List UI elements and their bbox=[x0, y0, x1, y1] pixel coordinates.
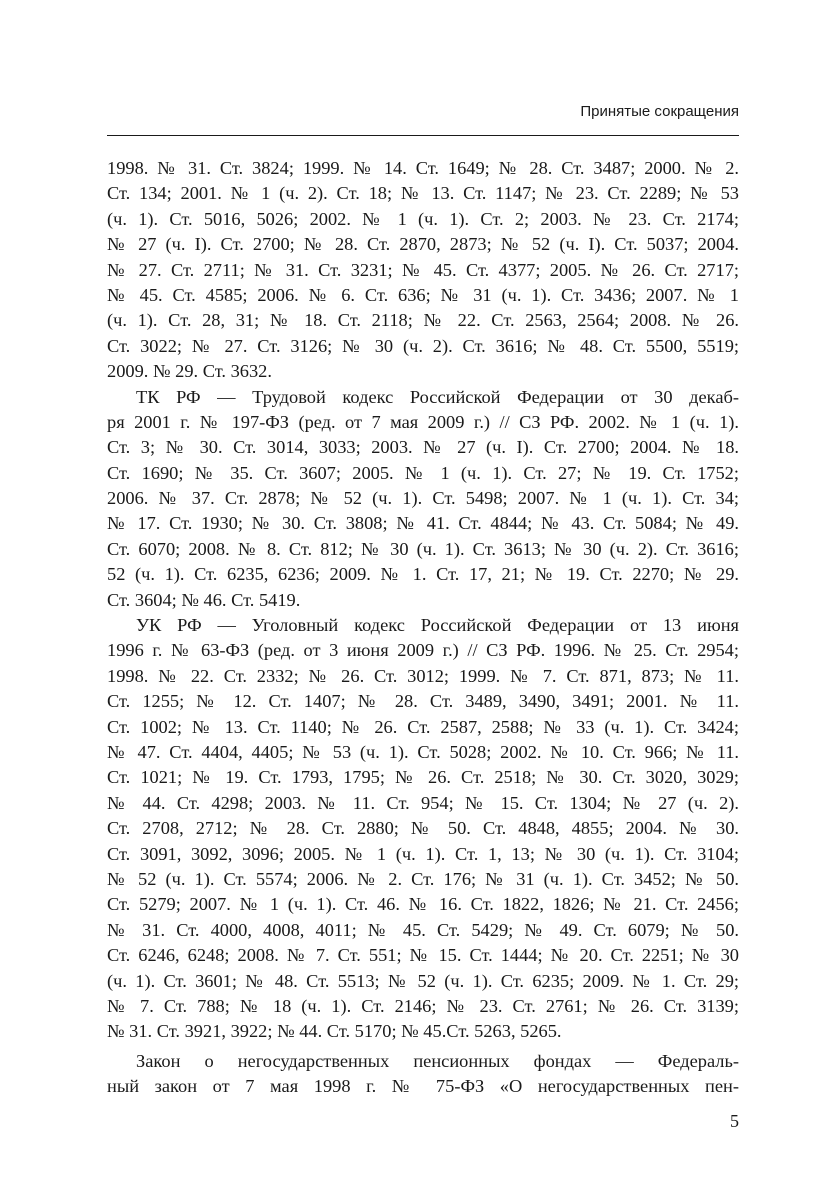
paragraph-tk-rf bbox=[107, 385, 739, 614]
text-line: 1998. № 31. Ст. 3824; 1999. № 14. Ст. 1649; № 28. Ст. 3487; 2000. № 2. bbox=[107, 158, 739, 178]
text-line: Ст. 3; № 30. Ст. 3014, 3033; 2003. № 27 (ч. I). Ст. 2700; 2004. № 18. bbox=[107, 437, 739, 458]
text-line: (ч. 1). Ст. 3601; № 48. Ст. 5513; № 52 (ч. 1). Ст. 6235; 2009. № 1. Ст. 29; bbox=[107, 970, 739, 991]
text-line: ря 2001 г. № 197-ФЗ (ред. от 7 мая 2009 г.) // СЗ РФ. 2002. № 1 (ч. 1). bbox=[107, 411, 739, 432]
header-rule bbox=[107, 135, 739, 136]
text-line: 2009. № 29. Ст. 3632. bbox=[107, 361, 272, 382]
text-line: Ст. 1255; № 12. Ст. 1407; № 28. Ст. 3489, 3490, 3491; 2001. № 11. bbox=[107, 691, 739, 712]
text-line: Ст. 3091, 3092, 3096; 2005. № 1 (ч. 1). Ст. 1, 13; № 30 (ч. 1). Ст. 3104; bbox=[107, 843, 739, 864]
text-line: № 7. Ст. 788; № 18 (ч. 1). Ст. 2146; № 23. Ст. 2761; № 26. Ст. 3139; bbox=[107, 995, 739, 1016]
text-line: Ст. 6246, 6248; 2008. № 7. Ст. 551; № 15. Ст. 1444; № 20. Ст. 2251; № 30 bbox=[107, 945, 739, 966]
text-line: ный закон от 7 мая 1998 г. № 75-ФЗ «О негосударственных пен- bbox=[107, 1076, 739, 1097]
text-line: Ст. 1021; № 19. Ст. 1793, 1795; № 26. Ст. 2518; № 30. Ст. 3020, 3029; bbox=[107, 767, 739, 788]
text-line: 2006. № 37. Ст. 2878; № 52 (ч. 1). Ст. 5498; 2007. № 1 (ч. 1). Ст. 34; bbox=[107, 488, 739, 509]
text-line: Ст. 3022; № 27. Ст. 3126; № 30 (ч. 2). Ст. 3616; № 48. Ст. 5500, 5519; bbox=[107, 335, 739, 356]
text-line: Закон о негосударственных пенсионных фондах — Федераль- bbox=[136, 1050, 739, 1071]
text-line: ТК РФ — Трудовой кодекс Российской Федерации от 30 декаб- bbox=[136, 386, 739, 407]
text-line: 1998. № 22. Ст. 2332; № 26. Ст. 3012; 1999. № 7. Ст. 871, 873; № 11. bbox=[107, 665, 739, 686]
text-line: 52 (ч. 1). Ст. 6235, 6236; 2009. № 1. Ст. 17, 21; № 19. Ст. 2270; № 29. bbox=[107, 564, 739, 585]
text-line: Ст. 3604; № 46. Ст. 5419. bbox=[107, 589, 301, 610]
paragraph-continuation bbox=[107, 156, 739, 385]
text-line: № 27. Ст. 2711; № 31. Ст. 3231; № 45. Ст. 4377; 2005. № 26. Ст. 2717; bbox=[107, 259, 739, 280]
text-line: № 52 (ч. 1). Ст. 5574; 2006. № 2. Ст. 176; № 31 (ч. 1). Ст. 3452; № 50. bbox=[107, 868, 739, 889]
text-line: № 47. Ст. 4404, 4405; № 53 (ч. 1). Ст. 5028; 2002. № 10. Ст. 966; № 11. bbox=[107, 741, 739, 762]
running-head-title: Принятые сокращения bbox=[580, 103, 739, 120]
text-line: Ст. 134; 2001. № 1 (ч. 2). Ст. 18; № 13. Ст. 1147; № 23. Ст. 2289; № 53 bbox=[107, 183, 739, 204]
text-line: № 31. Ст. 3921, 3922; № 44. Ст. 5170; № 45.Ст. 5263, 5265. bbox=[107, 1021, 562, 1042]
text-line: Ст. 1002; № 13. Ст. 1140; № 26. Ст. 2587, 2588; № 33 (ч. 1). Ст. 3424; bbox=[107, 716, 739, 737]
text-line: № 31. Ст. 4000, 4008, 4011; № 45. Ст. 5429; № 49. Ст. 6079; № 50. bbox=[107, 919, 739, 940]
text-line: № 27 (ч. I). Ст. 2700; № 28. Ст. 2870, 2873; № 52 (ч. I). Ст. 5037; 2004. bbox=[107, 234, 739, 255]
text-line: УК РФ — Уголовный кодекс Российской Федерации от 13 июня bbox=[136, 615, 739, 636]
page-number: 5 bbox=[730, 1111, 739, 1131]
text-line: (ч. 1). Ст. 5016, 5026; 2002. № 1 (ч. 1). Ст. 2; 2003. № 23. Ст. 2174; bbox=[107, 208, 739, 229]
paragraph-npf-law bbox=[107, 1049, 739, 1100]
page-body bbox=[107, 156, 739, 1099]
text-line: № 44. Ст. 4298; 2003. № 11. Ст. 954; № 15. Ст. 1304; № 27 (ч. 2). bbox=[107, 792, 739, 813]
text-line: Ст. 2708, 2712; № 28. Ст. 2880; № 50. Ст. 4848, 4855; 2004. № 30. bbox=[107, 818, 739, 839]
text-line: 1996 г. № 63-ФЗ (ред. от 3 июня 2009 г.) // СЗ РФ. 1996. № 25. Ст. 2954; bbox=[107, 640, 739, 661]
text-line: № 17. Ст. 1930; № 30. Ст. 3808; № 41. Ст. 4844; № 43. Ст. 5084; № 49. bbox=[107, 513, 739, 534]
paragraph-uk-rf bbox=[107, 613, 739, 1045]
text-line: Ст. 6070; 2008. № 8. Ст. 812; № 30 (ч. 1). Ст. 3613; № 30 (ч. 2). Ст. 3616; bbox=[107, 538, 739, 559]
text-line: Ст. 1690; № 35. Ст. 3607; 2005. № 1 (ч. 1). Ст. 27; № 19. Ст. 1752; bbox=[107, 462, 739, 483]
text-line: Ст. 5279; 2007. № 1 (ч. 1). Ст. 46. № 16. Ст. 1822, 1826; № 21. Ст. 2456; bbox=[107, 894, 739, 915]
text-line: (ч. 1). Ст. 28, 31; № 18. Ст. 2118; № 22. Ст. 2563, 2564; 2008. № 26. bbox=[107, 310, 739, 331]
text-line: № 45. Ст. 4585; 2006. № 6. Ст. 636; № 31 (ч. 1). Ст. 3436; 2007. № 1 bbox=[107, 284, 739, 305]
